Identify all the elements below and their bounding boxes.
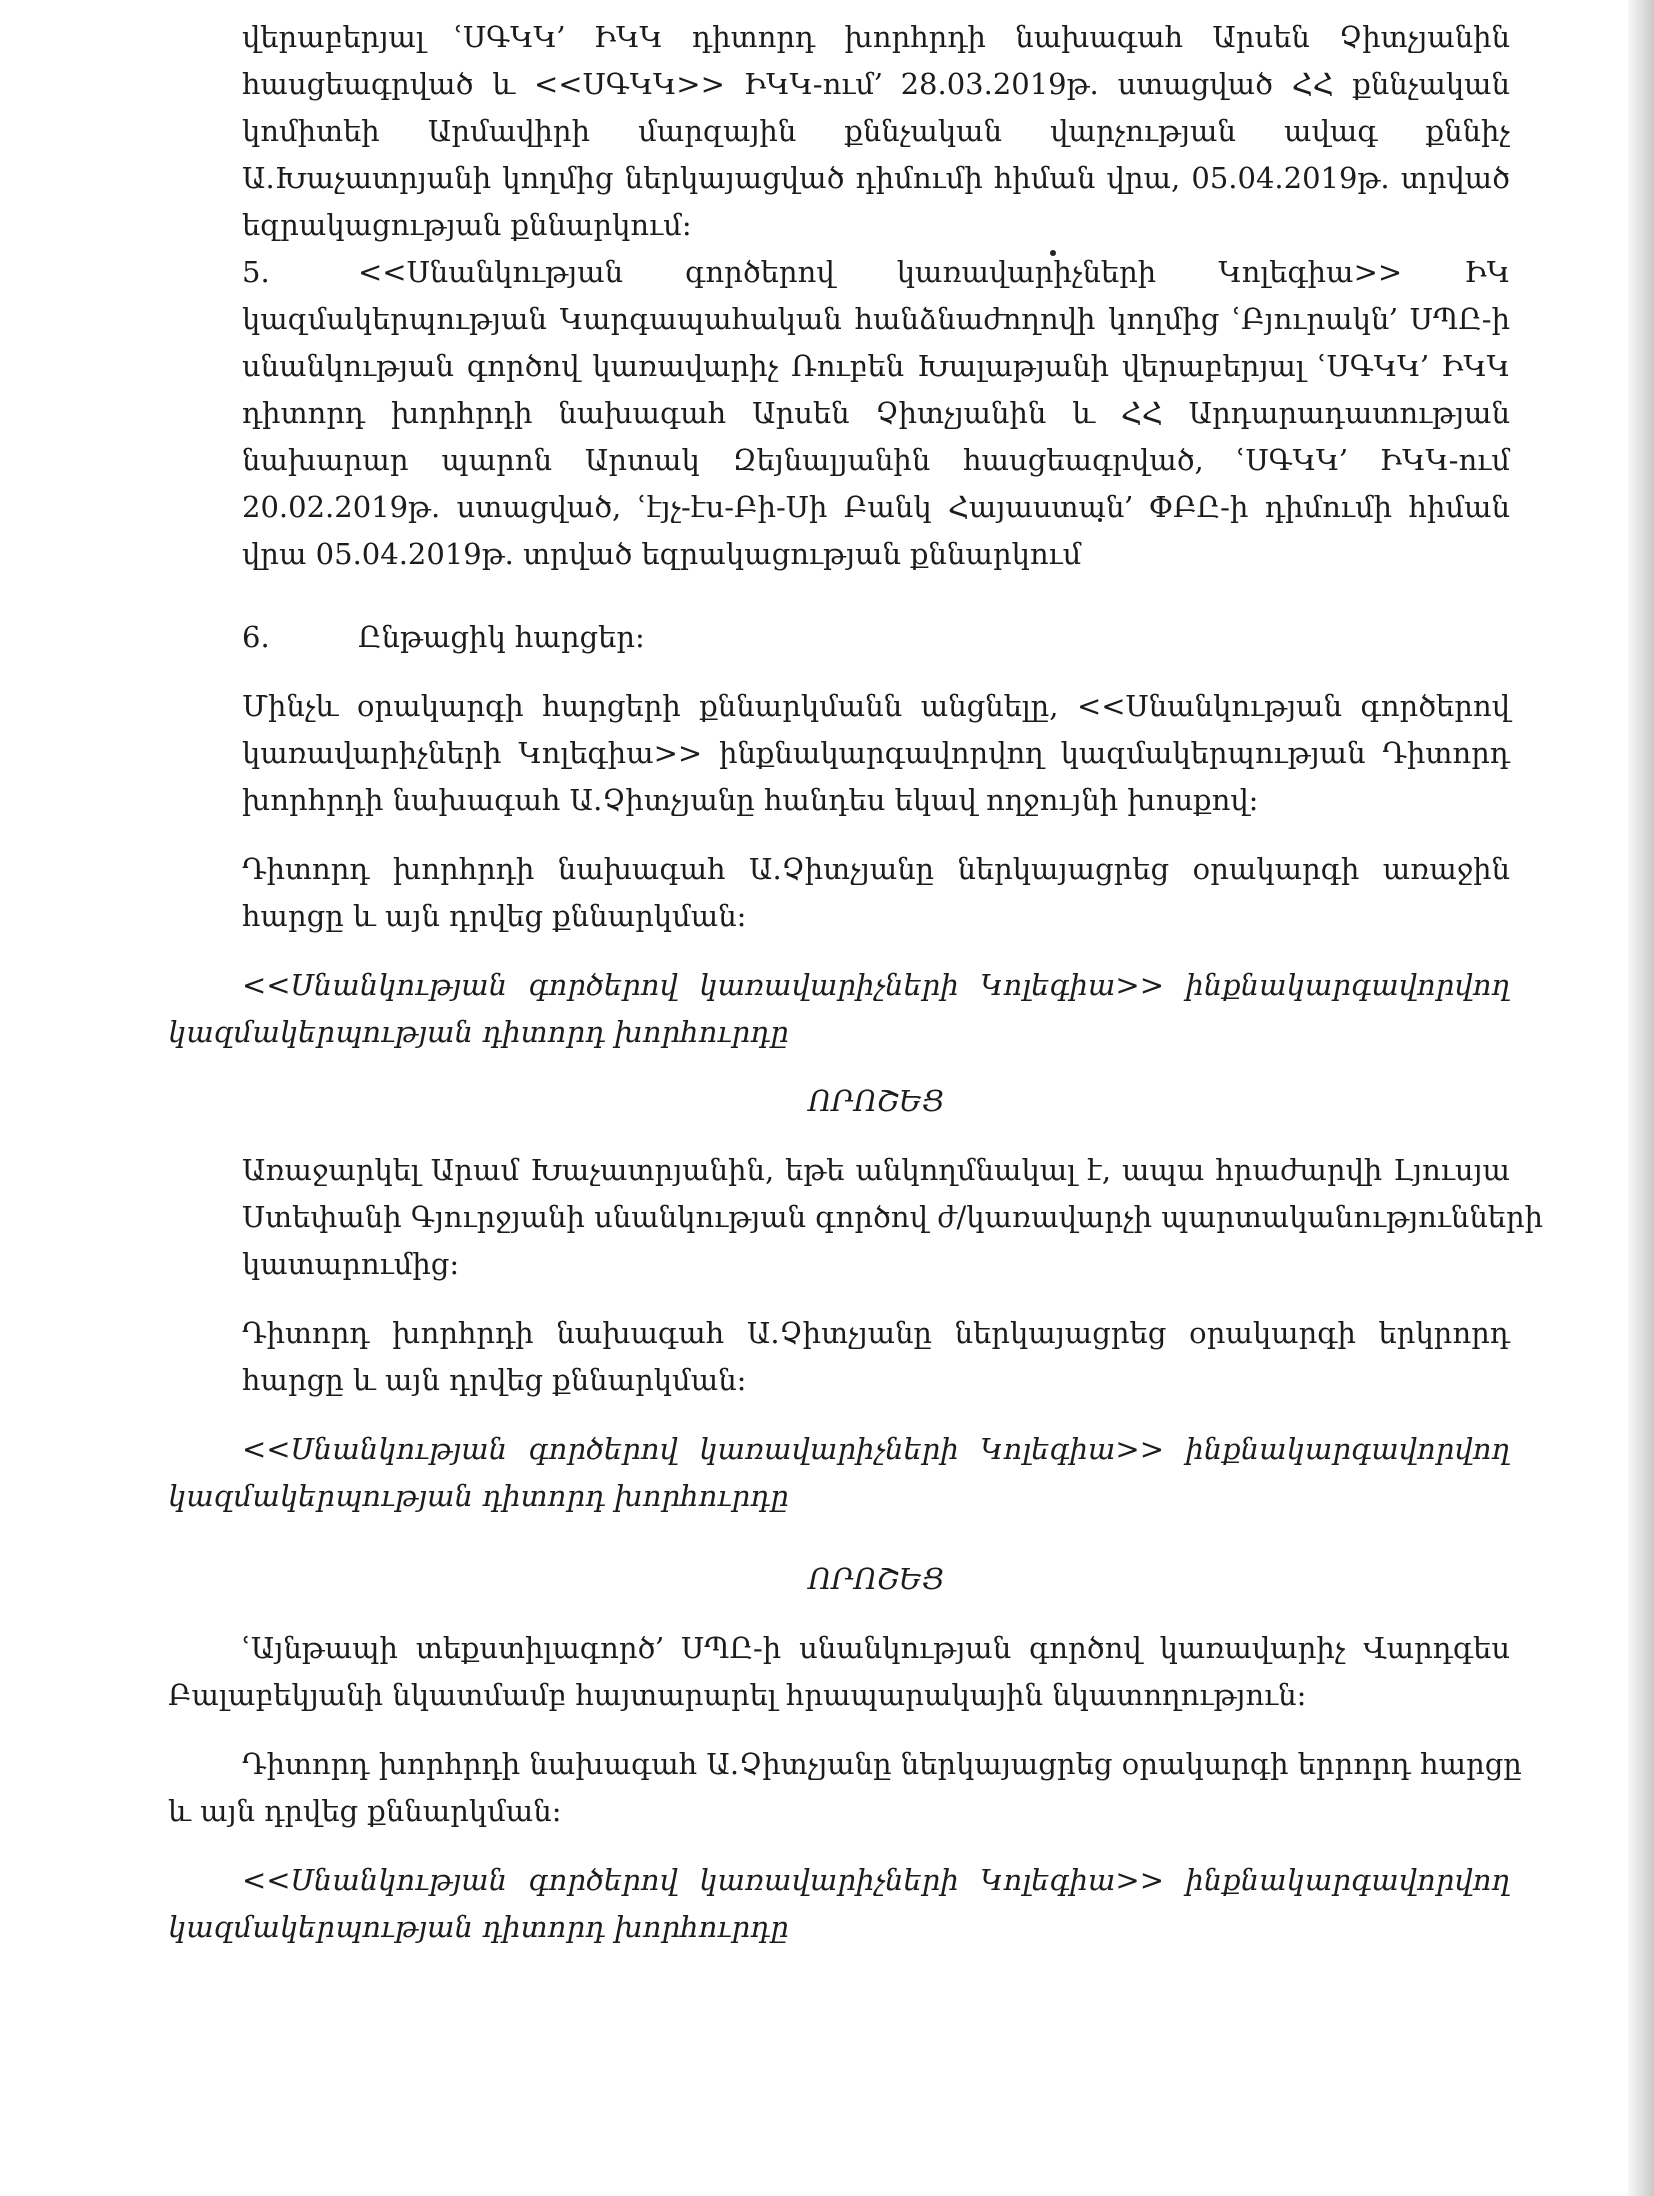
- text-line: նախարար պարոն Արտակ Զեյնալյանին հասցեագրված, ՙՍԳԿԿ՚ ԻԿԿ-ում: [242, 443, 1510, 477]
- text-line: կատարումից:: [242, 1247, 460, 1281]
- document-page: [168, 14, 1544, 1951]
- text-line: վրա 05.04.2019թ. տրված եզրակացության քննարկում: [242, 537, 1082, 571]
- text-line: և այն դրվեց քննարկման:: [168, 1794, 562, 1828]
- text-line: կազմակերպության դիտորդ խորհուրդը: [168, 1015, 789, 1049]
- text-line: դիտորդ խորհրդի նախագահ Արսեն Չիտչյանին և ՀՀ Արդարադատության: [242, 396, 1510, 430]
- text-line: Մինչև օրակարգի հարցերի քննարկմանն անցնելը, <<Սնանկության գործերով: [242, 689, 1510, 723]
- text-line: Առաջարկել Արամ Խաչատրյանին, եթե անկողմնակալ է, ապա հրաժարվի Լյուսյա: [242, 1153, 1510, 1187]
- text-line: խորհրդի նախագահ Ա.Չիտչյանը հանդես եկավ ողջույնի խոսքով:: [242, 783, 1259, 817]
- item-number: 6.: [242, 620, 270, 654]
- text-line: կոմիտեի Արմավիրի մարզային քննչական վարչության ավագ քննիչ: [242, 114, 1510, 148]
- text-line: Դիտորդ խորհրդի նախագահ Ա.Չիտչյանը ներկայացրեց օրակարգի առաջին: [242, 852, 1510, 886]
- text-line: 20.02.2019թ. ստացված, ՙէյչ-էս-Բի-Սի Բանկ Հայաստան՚ ՓԲԸ-ի դիմումի հիման: [242, 490, 1510, 524]
- text-line: եզրակացության քննարկում:: [242, 208, 692, 242]
- text-line: Դիտորդ խորհրդի նախագահ Ա.Չիտչյանը ներկայացրեց օրակարգի երրորդ հարցը: [242, 1747, 1522, 1781]
- text-line: Բալաբեկյանի նկատմամբ հայտարարել հրապարակային նկատողություն:: [168, 1678, 1307, 1712]
- text-line: սնանկության գործով կառավարիչ Ռուբեն Խալաթյանի վերաբերյալ ՙՍԳԿԿ՚ ԻԿԿ: [242, 349, 1510, 383]
- text-line: հարցը և այն դրվեց քննարկման:: [242, 899, 747, 933]
- text-line: Ստեփանի Գյուրջյանի սնանկության գործով ժ/կառավարչի պարտականությունների: [242, 1200, 1544, 1234]
- text-line: վերաբերյալ ՙՍԳԿԿ՚ ԻԿԿ դիտորդ խորհրդի նախագահ Արսեն Չիտչյանին: [242, 20, 1510, 54]
- text-line: <<Սնանկության գործերով կառավարիչների Կոլեգիա>> ԻԿ: [358, 255, 1510, 289]
- decision-heading: ՈՐՈՇԵՑ: [808, 1084, 944, 1118]
- text-line: <<Սնանկության գործերով կառավարիչների Կոլեգիա>> ինքնակարգավորվող: [242, 1863, 1510, 1897]
- text-line: Ա.Խաչատրյանի կողմից ներկայացված դիմումի հիման վրա, 05.04.2019թ. տրված: [242, 161, 1510, 195]
- agenda-item-5: [242, 249, 1510, 296]
- decision-heading: ՈՐՈՇԵՑ: [808, 1562, 944, 1596]
- text-line: Դիտորդ խորհրդի նախագահ Ա.Չիտչյանը ներկայացրեց օրակարգի երկրորդ: [242, 1316, 1510, 1350]
- text-line: Ընթացիկ հարցեր:: [358, 620, 645, 654]
- agenda-item-6: [242, 614, 1510, 661]
- text-line: հասցեագրված և <<ՍԳԿԿ>> ԻԿԿ-ում՚ 28.03.2019թ. ստացված ՀՀ քննչական: [242, 67, 1510, 101]
- text-line: կազմակերպության դիտորդ խորհուրդը: [168, 1479, 789, 1513]
- text-line: կառավարիչների Կոլեգիա>> ինքնակարգավորվող կազմակերպության Դիտորդ: [242, 736, 1510, 770]
- text-line: կազմակերպության Կարգապահական հանձնաժողովի կողմից ՙԲյուրակն՚ ՍՊԸ-ի: [242, 302, 1510, 336]
- text-line: <<Սնանկության գործերով կառավարիչների Կոլեգիա>> ինքնակարգավորվող: [242, 968, 1510, 1002]
- scan-edge-shadow: [1628, 0, 1654, 2196]
- text-line: կազմակերպության դիտորդ խորհուրդը: [168, 1910, 789, 1944]
- text-line: <<Սնանկության գործերով կառավարիչների Կոլեգիա>> ինքնակարգավորվող: [242, 1432, 1510, 1466]
- text-line: ՙԱյնթապի տեքստիլագործ՚ ՍՊԸ-ի սնանկության գործով կառավարիչ Վարդգես: [242, 1631, 1510, 1665]
- item-number: 5.: [242, 255, 270, 289]
- text-line: հարցը և այն դրվեց քննարկման:: [242, 1363, 747, 1397]
